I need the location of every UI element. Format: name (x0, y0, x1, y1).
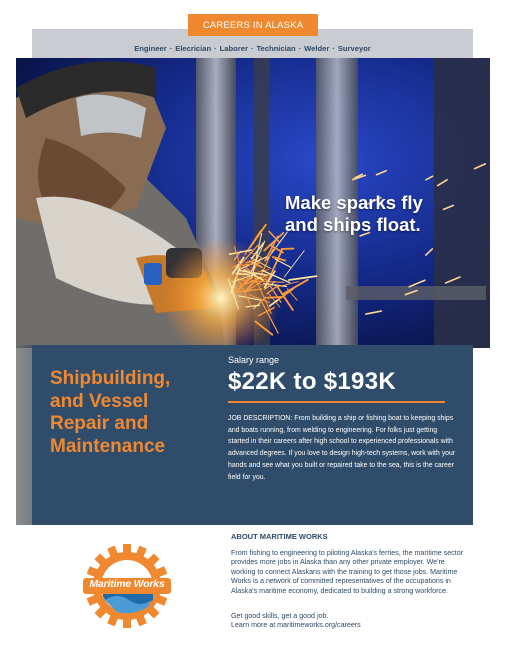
job-separator: · (298, 44, 302, 53)
career-title-line: Shipbuilding, (50, 368, 171, 389)
salary-label: Salary range (228, 355, 280, 365)
career-title-line: Repair and (50, 413, 149, 434)
careers-tab-label: CAREERS IN ALASKA (188, 14, 318, 36)
hero-headline-line1: Make sparks fly (285, 192, 423, 213)
job-separator: · (250, 44, 254, 53)
job-description: JOB DESCRIPTION: From building a ship or fishing boat to keeping ships and boats running, from welding to engineering. For folks just getting started in their careers after high school to experienced professionals with advanced degrees. If you love to design high-tech systems, work with your hands and see what you built or repaired take to the sea, this is the career field for you. (228, 415, 456, 481)
job-separator: · (169, 44, 173, 53)
hero-headline-line2: and ships float. (285, 214, 421, 235)
logo-wordmark: Maritime Works (89, 578, 165, 590)
tagline-line2: Learn more at maritimeworks.org/careers (231, 621, 361, 630)
job-separator: · (214, 44, 217, 53)
job-title-item: Laborer (219, 44, 248, 53)
about-heading: ABOUT MARITIME WORKS (231, 532, 328, 541)
hero-headline (285, 192, 475, 236)
salary-value: $22K to $193K (228, 368, 396, 395)
panel-edge (16, 345, 32, 525)
job-title-item: Elecrician (175, 44, 212, 53)
job-title-item: Surveyor (337, 44, 371, 53)
about-body: From fishing to engineering to piloting Alaska's ferries, the maritime sector provides more jobs in Alaska than any other private employer. We're working to connect Alaskans with the training to get those jobs. Maritime Works is a network of committed representatives of the occupations in Alaska's maritime economy, dedicated to building a strong workforce. (231, 549, 464, 595)
job-title-item: Welder (304, 44, 330, 53)
job-title-item: Technician (256, 44, 296, 53)
job-titles-list (134, 44, 371, 53)
career-title-line: and Vessel (50, 390, 149, 412)
tagline-line1: Get good skills, get a good job. (231, 612, 329, 620)
job-title-item: Engineer (134, 44, 167, 53)
salary-divider (228, 401, 445, 403)
career-title (50, 368, 210, 458)
career-title-line: Maintenance (50, 435, 166, 457)
job-separator: · (332, 44, 335, 53)
about-tagline (231, 612, 469, 631)
